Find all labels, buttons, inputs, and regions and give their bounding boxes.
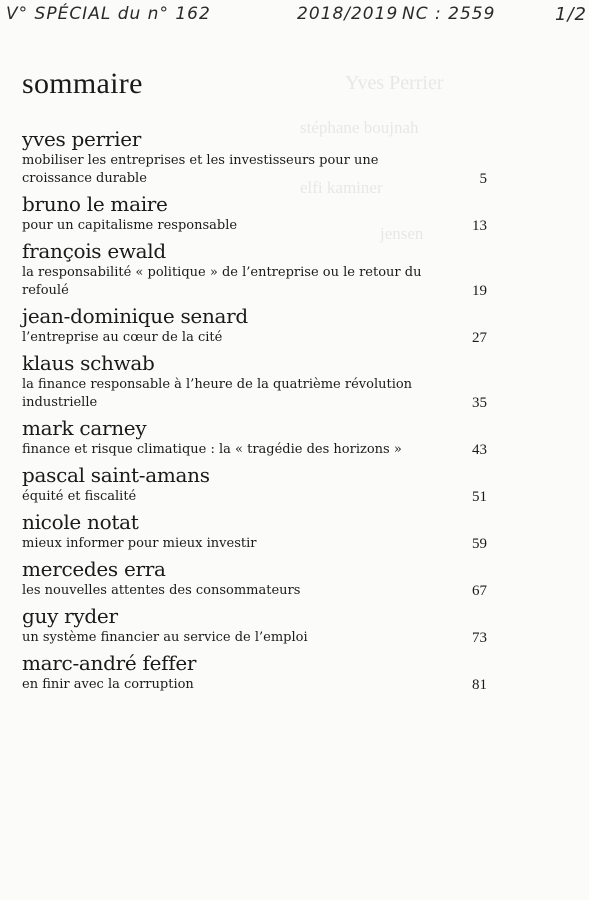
handwritten-header	[0, 2, 589, 30]
toc-author: marc-andré feffer	[22, 651, 197, 675]
toc-subtitle: les nouvelles attentes des consommateurs	[22, 583, 301, 598]
toc-page-number: 67	[472, 583, 487, 599]
toc-entry[interactable]	[22, 603, 492, 647]
toc-entry[interactable]	[22, 556, 492, 600]
handwritten-nc-note: NC : 2559	[402, 4, 496, 24]
toc-author: klaus schwab	[22, 351, 155, 375]
toc-page-number: 73	[472, 630, 487, 646]
toc-page-number: 59	[472, 536, 487, 552]
toc-entry[interactable]	[22, 303, 492, 347]
toc-subtitle: la finance responsable à l’heure de la quatrième révolution industrielle	[22, 377, 413, 410]
handwritten-year-note: 2018/2019	[297, 4, 399, 24]
toc-subtitle: l’entreprise au cœur de la cité	[22, 330, 223, 345]
toc-author: nicole notat	[22, 510, 139, 534]
toc-subtitle: en finir avec la corruption	[22, 677, 194, 692]
toc-page-number: 43	[472, 442, 487, 458]
table-of-contents	[22, 126, 492, 697]
toc-subtitle: équité et fiscalité	[22, 489, 137, 504]
toc-page-number: 5	[479, 171, 487, 187]
toc-page-number: 13	[472, 218, 487, 234]
toc-page-number: 51	[472, 489, 487, 505]
toc-entry[interactable]	[22, 191, 492, 235]
toc-author: jean-dominique senard	[22, 304, 248, 328]
toc-author: françois ewald	[22, 239, 166, 263]
toc-author: mercedes erra	[22, 557, 166, 581]
handwritten-page-count: 1/2	[555, 4, 587, 25]
toc-page-number: 81	[472, 677, 487, 693]
bleed-through-text: stéphane boujnah	[300, 118, 419, 137]
toc-entry[interactable]	[22, 462, 492, 506]
toc-page-number: 19	[472, 283, 487, 299]
bleed-through-text: elfi kaminer	[300, 178, 383, 197]
toc-author: bruno le maire	[22, 192, 168, 216]
toc-entry[interactable]	[22, 650, 492, 694]
toc-entry[interactable]	[22, 509, 492, 553]
toc-page-number: 35	[472, 395, 487, 411]
toc-author: guy ryder	[22, 604, 118, 628]
toc-page-number: 27	[472, 330, 487, 346]
page-title: sommaire	[22, 67, 143, 100]
toc-subtitle: un système financier au service de l’emploi	[22, 630, 308, 645]
bleed-through-text: Yves Perrier	[345, 72, 444, 94]
toc-subtitle: mobiliser les entreprises et les investisseurs pour une croissance durable	[22, 153, 379, 186]
bleed-through-text: jensen	[380, 224, 424, 243]
toc-subtitle: finance et risque climatique : la « tragédie des horizons »	[22, 442, 402, 457]
toc-author: pascal saint-amans	[22, 463, 210, 487]
handwritten-issue-note: V° SPÉCIAL du n° 162	[6, 4, 211, 24]
toc-entry[interactable]	[22, 350, 492, 412]
toc-entry[interactable]	[22, 238, 492, 300]
toc-subtitle: pour un capitalisme responsable	[22, 218, 238, 233]
toc-subtitle: mieux informer pour mieux investir	[22, 536, 257, 551]
toc-entry[interactable]	[22, 415, 492, 459]
toc-entry[interactable]	[22, 126, 492, 188]
toc-author: mark carney	[22, 416, 147, 440]
toc-subtitle: la responsabilité « politique » de l’entreprise ou le retour du refoulé	[22, 265, 422, 298]
toc-author: yves perrier	[22, 127, 142, 151]
